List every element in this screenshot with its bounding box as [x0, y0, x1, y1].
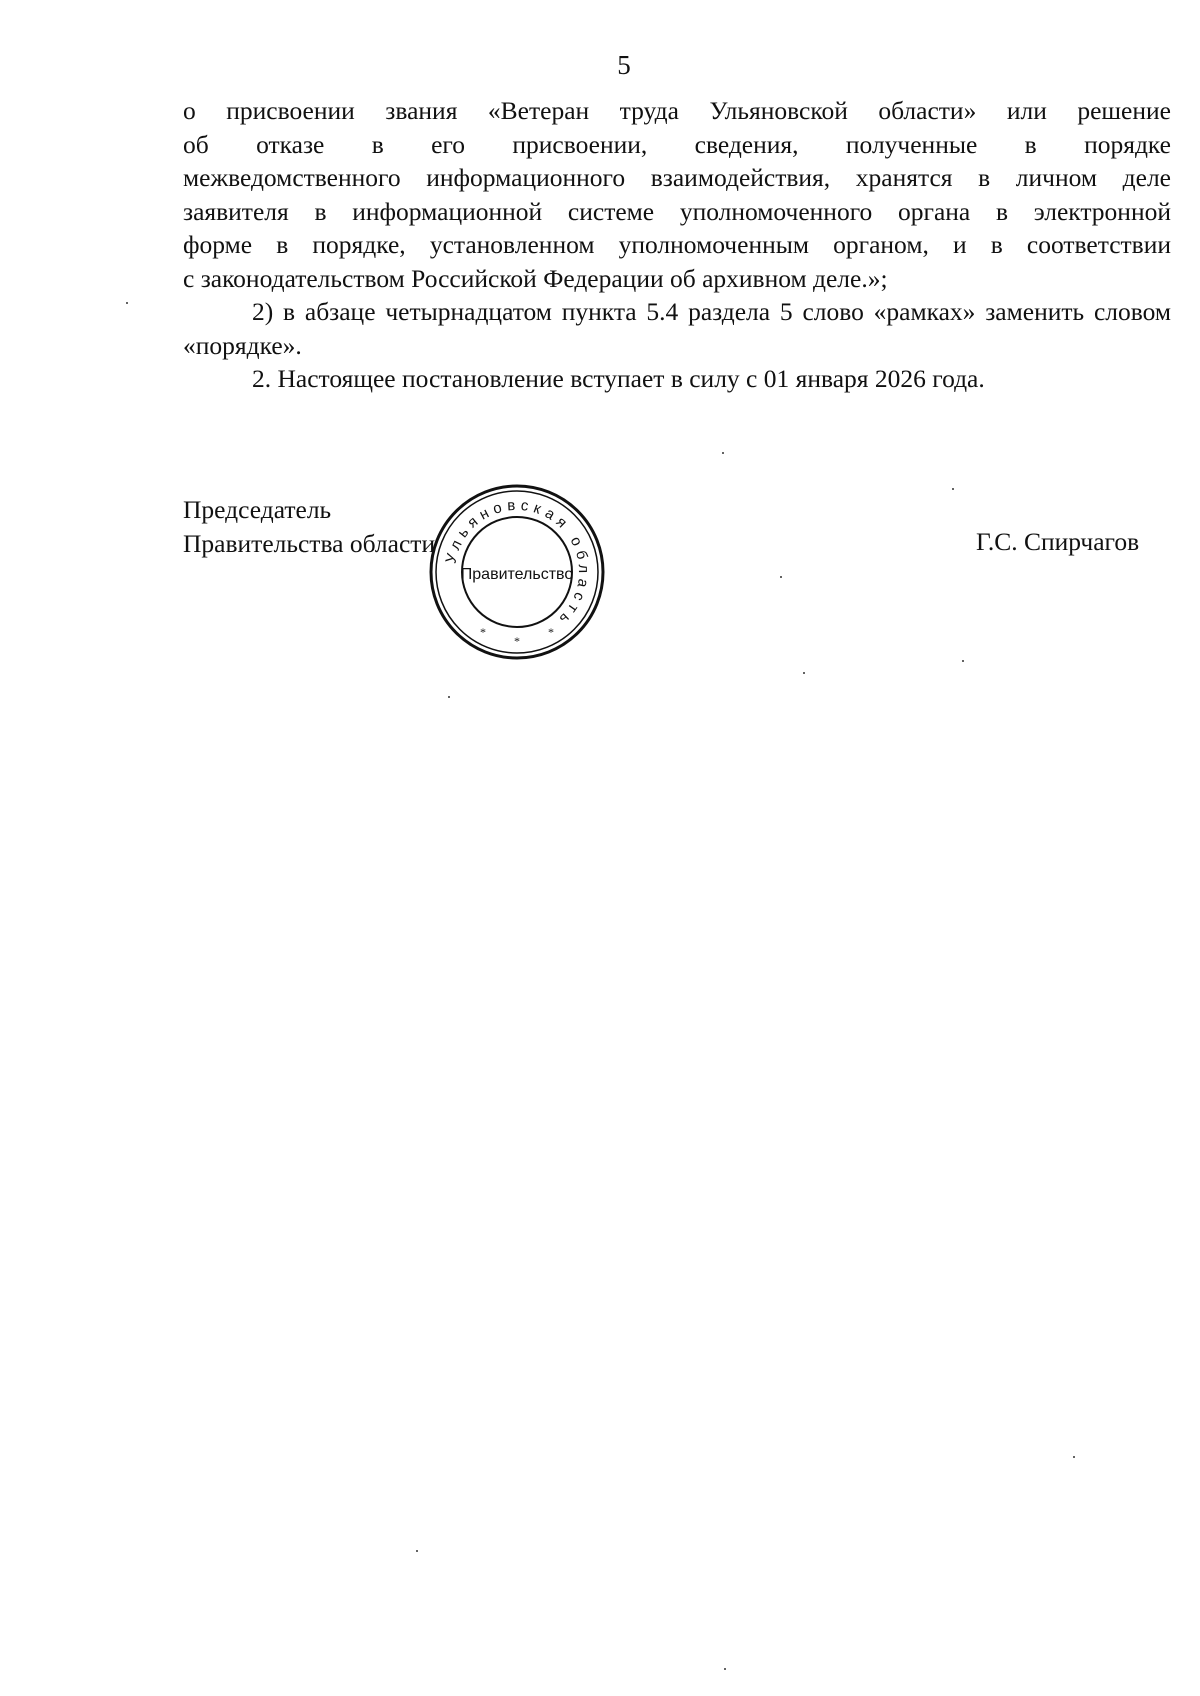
- stamp-seal-icon: [427, 482, 607, 662]
- paragraph-3: 2. Настоящее постановление вступает в силу с 01 января 2026 года.: [252, 364, 985, 393]
- paragraph-1-line: межведомственного информационного взаимодействия, хранятся в личном деле: [183, 163, 1171, 192]
- svg-text:*: *: [548, 625, 554, 639]
- scan-speck: [724, 1668, 726, 1670]
- scan-speck: [952, 488, 954, 490]
- paragraph-1-line: заявителя в информационной системе уполномоченного органа в электронной: [183, 196, 1171, 226]
- scan-speck: [126, 302, 128, 304]
- signatory-name: Г.С. Спирчагов: [976, 527, 1140, 556]
- paragraph-2: 2) в абзаце четырнадцатом пункта 5.4 раздела 5 слово «рамках» заменить словом «порядке».: [183, 297, 1171, 360]
- svg-text:*: *: [514, 634, 520, 648]
- paragraph-1-line: с законодательством Российской Федерации об архивном деле.»;: [183, 263, 888, 293]
- scan-speck: [1073, 1456, 1075, 1458]
- paragraph-1-line: об отказе в его присвоении, сведения, полученные в порядке: [183, 129, 1171, 159]
- scan-speck: [448, 696, 450, 698]
- scan-speck: [803, 672, 805, 674]
- signatory-title-line-2: Правительства области: [183, 528, 436, 558]
- svg-text:*: *: [480, 625, 486, 639]
- svg-text:Ульяновская область: Ульяновская область: [442, 496, 593, 631]
- paragraph-1: [183, 94, 1171, 295]
- paragraph-1-line: форме в порядке, установленном уполномоченным органом, и в соответствии: [183, 230, 1171, 259]
- svg-text:Правительство: Правительство: [460, 566, 574, 583]
- official-stamp: [427, 482, 607, 662]
- paragraph-1-line: о присвоении звания «Ветеран труда Ульяновской области» или решение: [183, 96, 1171, 125]
- document-body: [183, 94, 1171, 396]
- scan-speck: [780, 576, 782, 578]
- page-number: 5: [617, 50, 631, 80]
- scan-speck: [416, 1550, 418, 1552]
- signatory-title: [183, 493, 435, 560]
- signatory-title-line-1: Председатель: [183, 495, 332, 524]
- scan-speck: [962, 660, 964, 662]
- scan-speck: [722, 452, 724, 454]
